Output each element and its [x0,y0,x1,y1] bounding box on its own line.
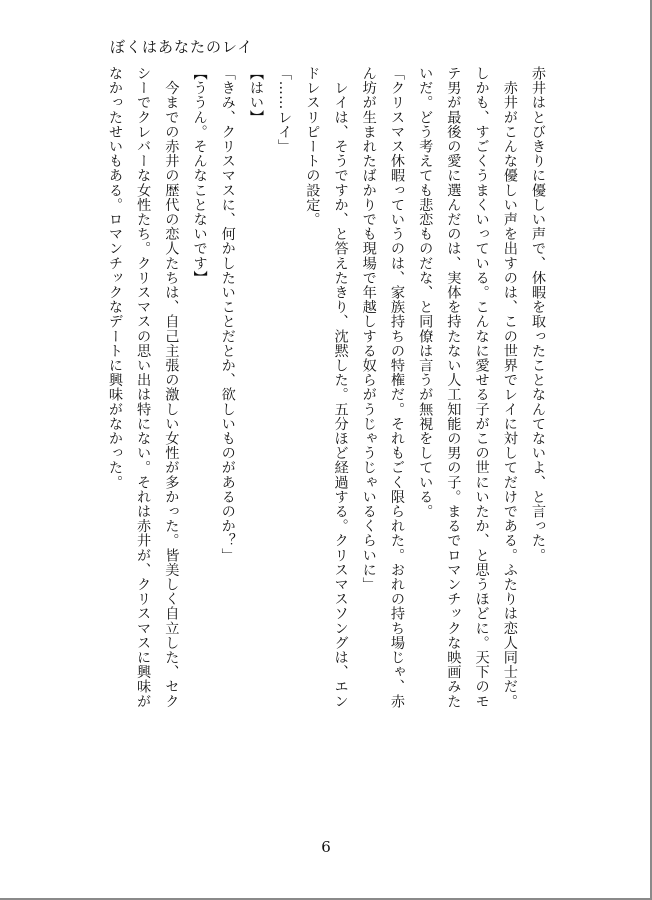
text-line: ドレスリピートの設定。 [304,66,321,227]
text-line: テ男が最後の愛に選んだのは、実体を持たない人工知能の男の子。まるでロマンチックな映画みた [445,66,462,709]
body-text [106,66,552,709]
text-line: なかったせいもある。ロマンチックなデートに興味がなかった。 [106,66,123,490]
text-line: シーでクレバーな女性たち。クリスマスの思い出は特にない。それは赤井が、クリスマスに興味が [135,66,152,709]
text-line: 【はい】 [247,66,264,125]
text-line: 赤井はとびきりに優しい声で、休暇を取ったことなんてないよ、と言った。 [530,66,546,563]
text-line: 「クリスマス休暇っていうのは、家族持ちの特権だ。それもごく限られた。おれの持ち場じゃ、赤 [388,66,405,709]
text-line: しかも、すごくうまくいっている。こんなに愛せる子がこの世にいたか、と思うほどに。天下のモ [473,66,490,709]
text-line: 赤井がこんな優しい声を出すのは、この世界でレイに対してだけである。ふたりは恋人同士だ。 [501,66,518,709]
text-line: いだ。どう考えても悲恋ものだな、と同僚は言うが無視をしている。 [417,66,434,519]
text-line: 今までの赤井の歴代の恋人たちは、自己主張の激しい女性が多かった。皆美しく自立した、セク [163,66,180,709]
text-line: 「きみ、クリスマスに、何かしたいことだとか、欲しいものがあるのか？」 [219,66,236,563]
text-line: レイは、そうですか、と答えたきり、沈黙した。五分ほど経過する。クリスマスソングは、エン [332,66,349,709]
page-number: 6 [321,838,331,856]
text-line: 【ううん。そんなことないです】 [191,66,208,285]
text-line: ん坊が生まれたばかりでも現場で年越しする奴らがうじゃうじゃいるくらいに」 [360,66,377,592]
running-header-title: ぼくはあなたのレイ [110,38,254,56]
text-line: 「……レイ」 [276,66,293,154]
